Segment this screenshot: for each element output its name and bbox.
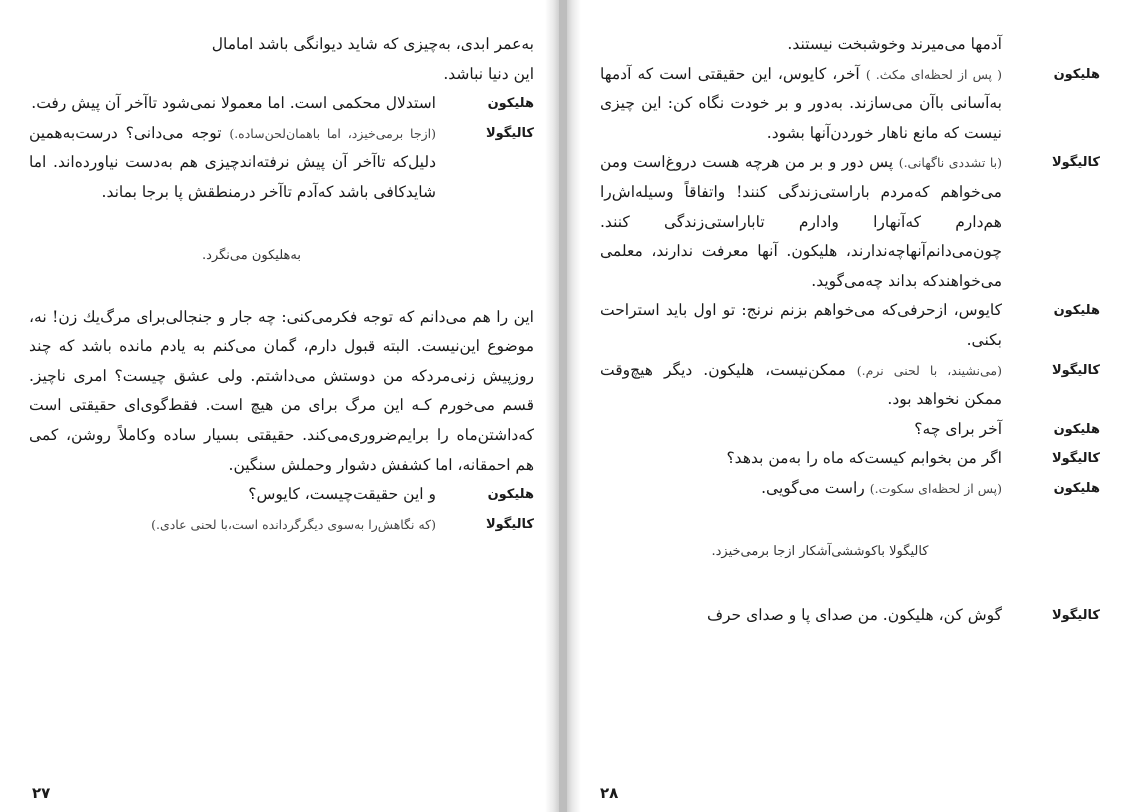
speech-text: کایوس، ازحرفی‌که می‌خواهم بزنم نرنج: تو اول باید استراحت بکنی. bbox=[600, 301, 1002, 349]
dialogue-entry bbox=[600, 356, 1100, 415]
dialogue-block bbox=[29, 480, 534, 539]
monologue-paragraph: این را هم می‌دانم که توجه فکرمی‌کنی: چه جار و جنجالی‌برای مرگ‌یك زن! نه، موضوع این‌نیست. البته قبول دارم، گمان می‌کنم به یادم مانده باشد که چند روزپیش زنی‌مردکه من دوستش می‌داشتم. ولی عشق چیست؟ امری ناچیز. قسم می‌خورم کـه این مرگ برای من هیچ است. فقط‌گوی‌ای حقیقتی است که‌داشتن‌ماه را برایم‌ضروری‌می‌کند. حقیقتی بسیار ساده وکاملاً روشن، کمی هم احمقانه، اما کشفش دشوار وحملش سنگین. bbox=[29, 307, 534, 474]
speaker-name: کالیگولا bbox=[1051, 362, 1100, 378]
dialogue-block bbox=[29, 89, 534, 207]
dialogue-entry bbox=[600, 148, 1100, 296]
dialogue-entry bbox=[600, 296, 1100, 355]
speech-text: اگر من بخوابم کیست‌که ماه را به‌من بدهد؟ bbox=[726, 449, 1002, 468]
dialogue-block bbox=[600, 601, 1100, 631]
speaker-name: کالیگولا bbox=[1051, 607, 1100, 623]
speech-text: پس دور و بر من هرچه هست دروغ‌است ومن می‌خواهم که‌مردم باراستی‌زندگی کنند! واتفاقاً وسیله‌اش‌را هم‌دارم که‌آنهارا وادارم تاباراستی‌زندگی کنند. چون‌می‌دانم‌آنهاچه‌ندارند، هلیکون. آنها معرفت ندارند، معلمی می‌خواهند‌که بداند چه‌می‌گوید. bbox=[600, 153, 1002, 290]
speaker-name: هلیکون bbox=[487, 487, 534, 503]
stage-direction: (پس از لحظه‌ای سکوت.) bbox=[869, 480, 1002, 496]
speaker-name: هلیکون bbox=[1053, 421, 1100, 437]
page-28 bbox=[594, 0, 1100, 812]
stage-direction: (که نگاهش‌را به‌سوی دیگرگردانده است،با لحنی عادی.) bbox=[151, 516, 436, 532]
page-28-body bbox=[600, 30, 1100, 630]
dialogue-entry bbox=[600, 60, 1100, 149]
stage-direction: (می‌نشیند، با لحنی نرم.) bbox=[856, 362, 1002, 378]
page-number: ۲۷ bbox=[32, 784, 51, 802]
speech-text: آخر، کایوس، این حقیقتی است که آدمها به‌آسانی باآن می‌سازند. به‌دور و بر خودت نگاه کن: این چیزی نیست که مانع ناهار خوردن‌آنها بشود. bbox=[600, 64, 1002, 142]
speaker-name: کالیگولا bbox=[485, 125, 534, 141]
speaker-name: هلیکون bbox=[1053, 66, 1100, 82]
dialogue-block bbox=[600, 60, 1100, 504]
dialogue-entry bbox=[600, 474, 1100, 504]
page-gutter-left bbox=[545, 0, 559, 812]
speaker-name: هلیکون bbox=[487, 96, 534, 112]
dialogue-entry bbox=[600, 444, 1100, 474]
speech-text: استدلال محکمی است. اما معمولا نمی‌شود تاآخر آن پیش رفت. bbox=[31, 94, 436, 113]
dialogue-entry bbox=[29, 119, 534, 208]
stage-direction: (با تشددی ناگهانی.) bbox=[898, 155, 1002, 171]
page-27-body bbox=[29, 30, 534, 539]
page-gutter-right bbox=[567, 0, 581, 812]
speaker-name: هلیکون bbox=[1053, 480, 1100, 496]
stage-direction-centered: کالیگولا باکوششی‌آشکار ازجا برمی‌خیزد. bbox=[711, 543, 929, 559]
page-27 bbox=[14, 0, 534, 812]
speaker-name: کالیگولا bbox=[485, 516, 534, 532]
speaker-name: هلیکون bbox=[1053, 303, 1100, 319]
stage-direction: ( پس از لحظه‌ای مکث. ) bbox=[865, 66, 1002, 82]
speech-text: آخر برای چه؟ bbox=[914, 419, 1002, 438]
continuation-line: به‌عمر ابدی، به‌چیزی که شاید دیوانگی باشد امامال bbox=[211, 35, 534, 53]
page-gutter-center bbox=[559, 0, 567, 812]
speech-text: توجه می‌دانی؟ درست‌به‌همین دلیل‌که تاآخر آن پیش نرفته‌اندچیزی هم به‌دست نیاورده‌اند. اما شاید‌کافی باشد که‌آدم تاآخر درمنطقش پا برجا بماند. bbox=[29, 123, 436, 201]
page-number: ۲۸ bbox=[600, 784, 619, 802]
dialogue-entry bbox=[600, 601, 1100, 631]
continuation-text bbox=[29, 30, 534, 89]
speech-text: ممکن‌نیست، هلیکون. دیگر هیچ‌وقت ممکن نخواهد بود. bbox=[600, 360, 1002, 409]
dialogue-entry bbox=[600, 415, 1100, 445]
stage-direction-centered: به‌هلیکون می‌نگرد. bbox=[202, 247, 301, 263]
continuation-line: این دنیا نباشد. bbox=[443, 64, 534, 83]
dialogue-entry bbox=[29, 89, 534, 119]
speaker-name: کالیگولا bbox=[1051, 451, 1100, 467]
dialogue-entry bbox=[29, 480, 534, 510]
speaker-name: کالیگولا bbox=[1051, 155, 1100, 171]
speech-text: و این حقیقت‌چیست، کایوس؟ bbox=[248, 485, 436, 504]
stage-direction: (ازجا برمی‌خیزد، اما باهمان‌لحن‌ساده.) bbox=[229, 125, 436, 141]
continuation-text: آدمها می‌میرند وخوشبخت نیستند. bbox=[787, 35, 1002, 53]
dialogue-entry bbox=[29, 510, 534, 540]
speech-text: گوش کن، هلیکون. من صدای پا و صدای حرف bbox=[706, 605, 1002, 624]
speech-text: راست می‌گویی. bbox=[761, 478, 865, 497]
